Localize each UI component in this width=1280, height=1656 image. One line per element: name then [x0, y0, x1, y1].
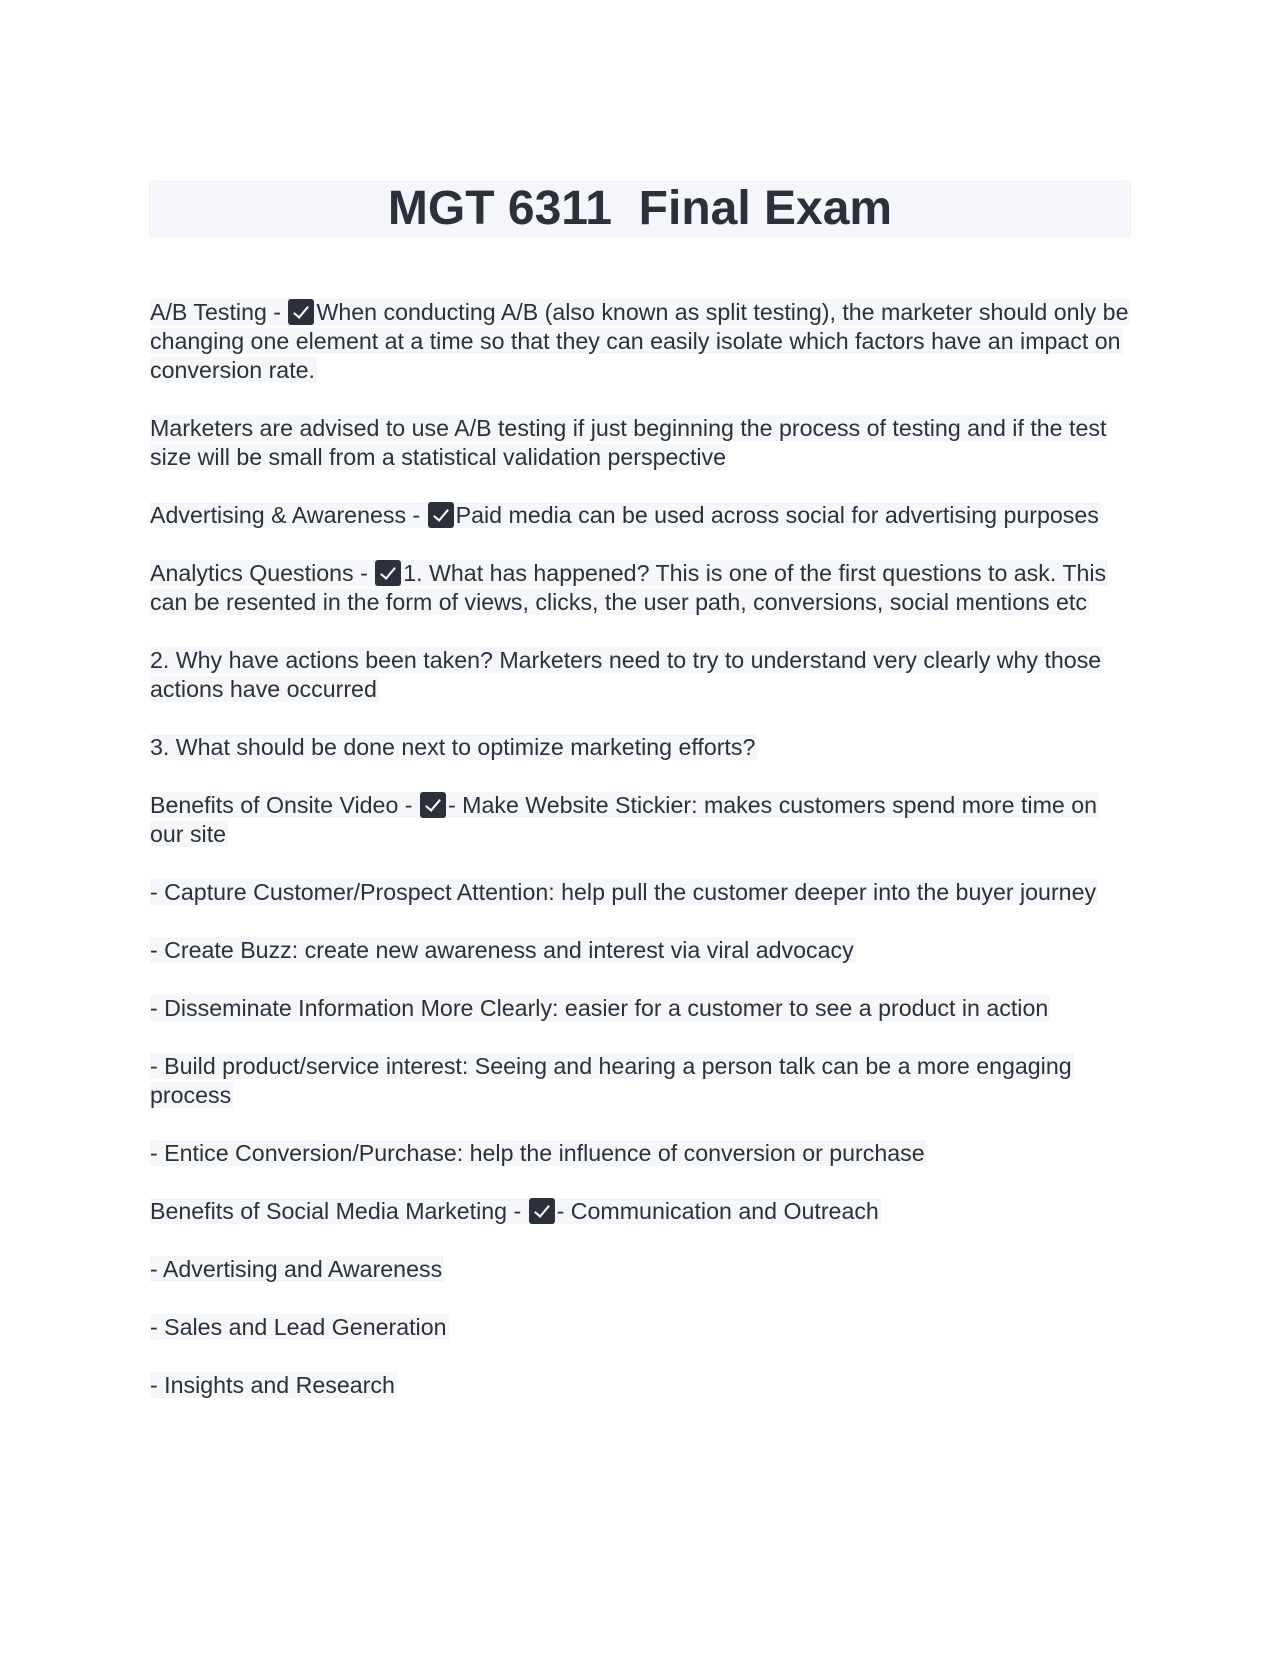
check-box-icon: [529, 1198, 555, 1224]
entry-term: A/B Testing -: [150, 299, 288, 325]
entry-analytics-item-2: [150, 646, 1130, 704]
check-box-icon: [420, 792, 446, 818]
list-item: [150, 878, 1130, 907]
entry-analytics-questions: [150, 559, 1130, 617]
entry-paragraph: 3. What should be done next to optimize marketing efforts?: [150, 734, 756, 760]
entry-definition: 1. What has happened? This is one of the first questions to ask. This can be resented in the form of views, clicks, the user path, conversions, social mentions etc: [150, 560, 1107, 615]
entry-definition: - Make Website Stickier: makes customers spend more time on our site: [150, 792, 1098, 847]
entry-term: Benefits of Social Media Marketing -: [150, 1198, 528, 1224]
list-item: [150, 1371, 1130, 1400]
document-body: [150, 298, 1130, 1429]
entry-paragraph: - Capture Customer/Prospect Attention: help pull the customer deeper into the buyer journey: [150, 879, 1097, 905]
check-box-icon: [375, 560, 401, 586]
list-item: [150, 1139, 1130, 1168]
list-item: [150, 1052, 1130, 1110]
list-item: [150, 1255, 1130, 1284]
entry-paragraph: Marketers are advised to use A/B testing if just beginning the process of testing and if the test size will be small from a statistical validation perspective: [150, 415, 1107, 470]
entry-paragraph: 2. Why have actions been taken? Marketers need to try to understand very clearly why those actions have occurred: [150, 647, 1102, 702]
entry-term: Advertising & Awareness -: [150, 502, 427, 528]
list-item: [150, 1313, 1130, 1342]
entry-paragraph: - Disseminate Information More Clearly: easier for a customer to see a product in action: [150, 995, 1049, 1021]
document-title: MGT 6311 Final Exam: [387, 182, 893, 235]
list-item: [150, 994, 1130, 1023]
check-box-icon: [288, 299, 314, 325]
entry-definition: - Communication and Outreach: [556, 1198, 879, 1224]
entry-advertising-awareness: [150, 501, 1130, 530]
entry-definition: When conducting A/B (also known as split testing), the marketer should only be changing one element at a time so that they can easily isolate which factors have an impact on conversion rate.: [150, 299, 1129, 383]
entry-ab-testing: [150, 298, 1130, 385]
entry-paragraph: - Insights and Research: [150, 1372, 395, 1398]
entry-term: Analytics Questions -: [150, 560, 375, 586]
check-box-icon: [428, 502, 454, 528]
entry-paragraph: - Advertising and Awareness: [150, 1256, 443, 1282]
entry-paragraph: - Entice Conversion/Purchase: help the influence of conversion or purchase: [150, 1140, 925, 1166]
entry-definition: Paid media can be used across social for advertising purposes: [455, 502, 1099, 528]
entry-term: Benefits of Onsite Video -: [150, 792, 419, 818]
entry-onsite-video: [150, 791, 1130, 849]
entry-paragraph: - Build product/service interest: Seeing and hearing a person talk can be a more engaging process: [150, 1053, 1072, 1108]
list-item: [150, 936, 1130, 965]
entry-paragraph: - Sales and Lead Generation: [150, 1314, 447, 1340]
title-banner: [148, 180, 1132, 237]
entry-analytics-item-3: [150, 733, 1130, 762]
entry-ab-testing-extra: [150, 414, 1130, 472]
entry-social-media-marketing: [150, 1197, 1130, 1226]
entry-paragraph: - Create Buzz: create new awareness and interest via viral advocacy: [150, 937, 854, 963]
